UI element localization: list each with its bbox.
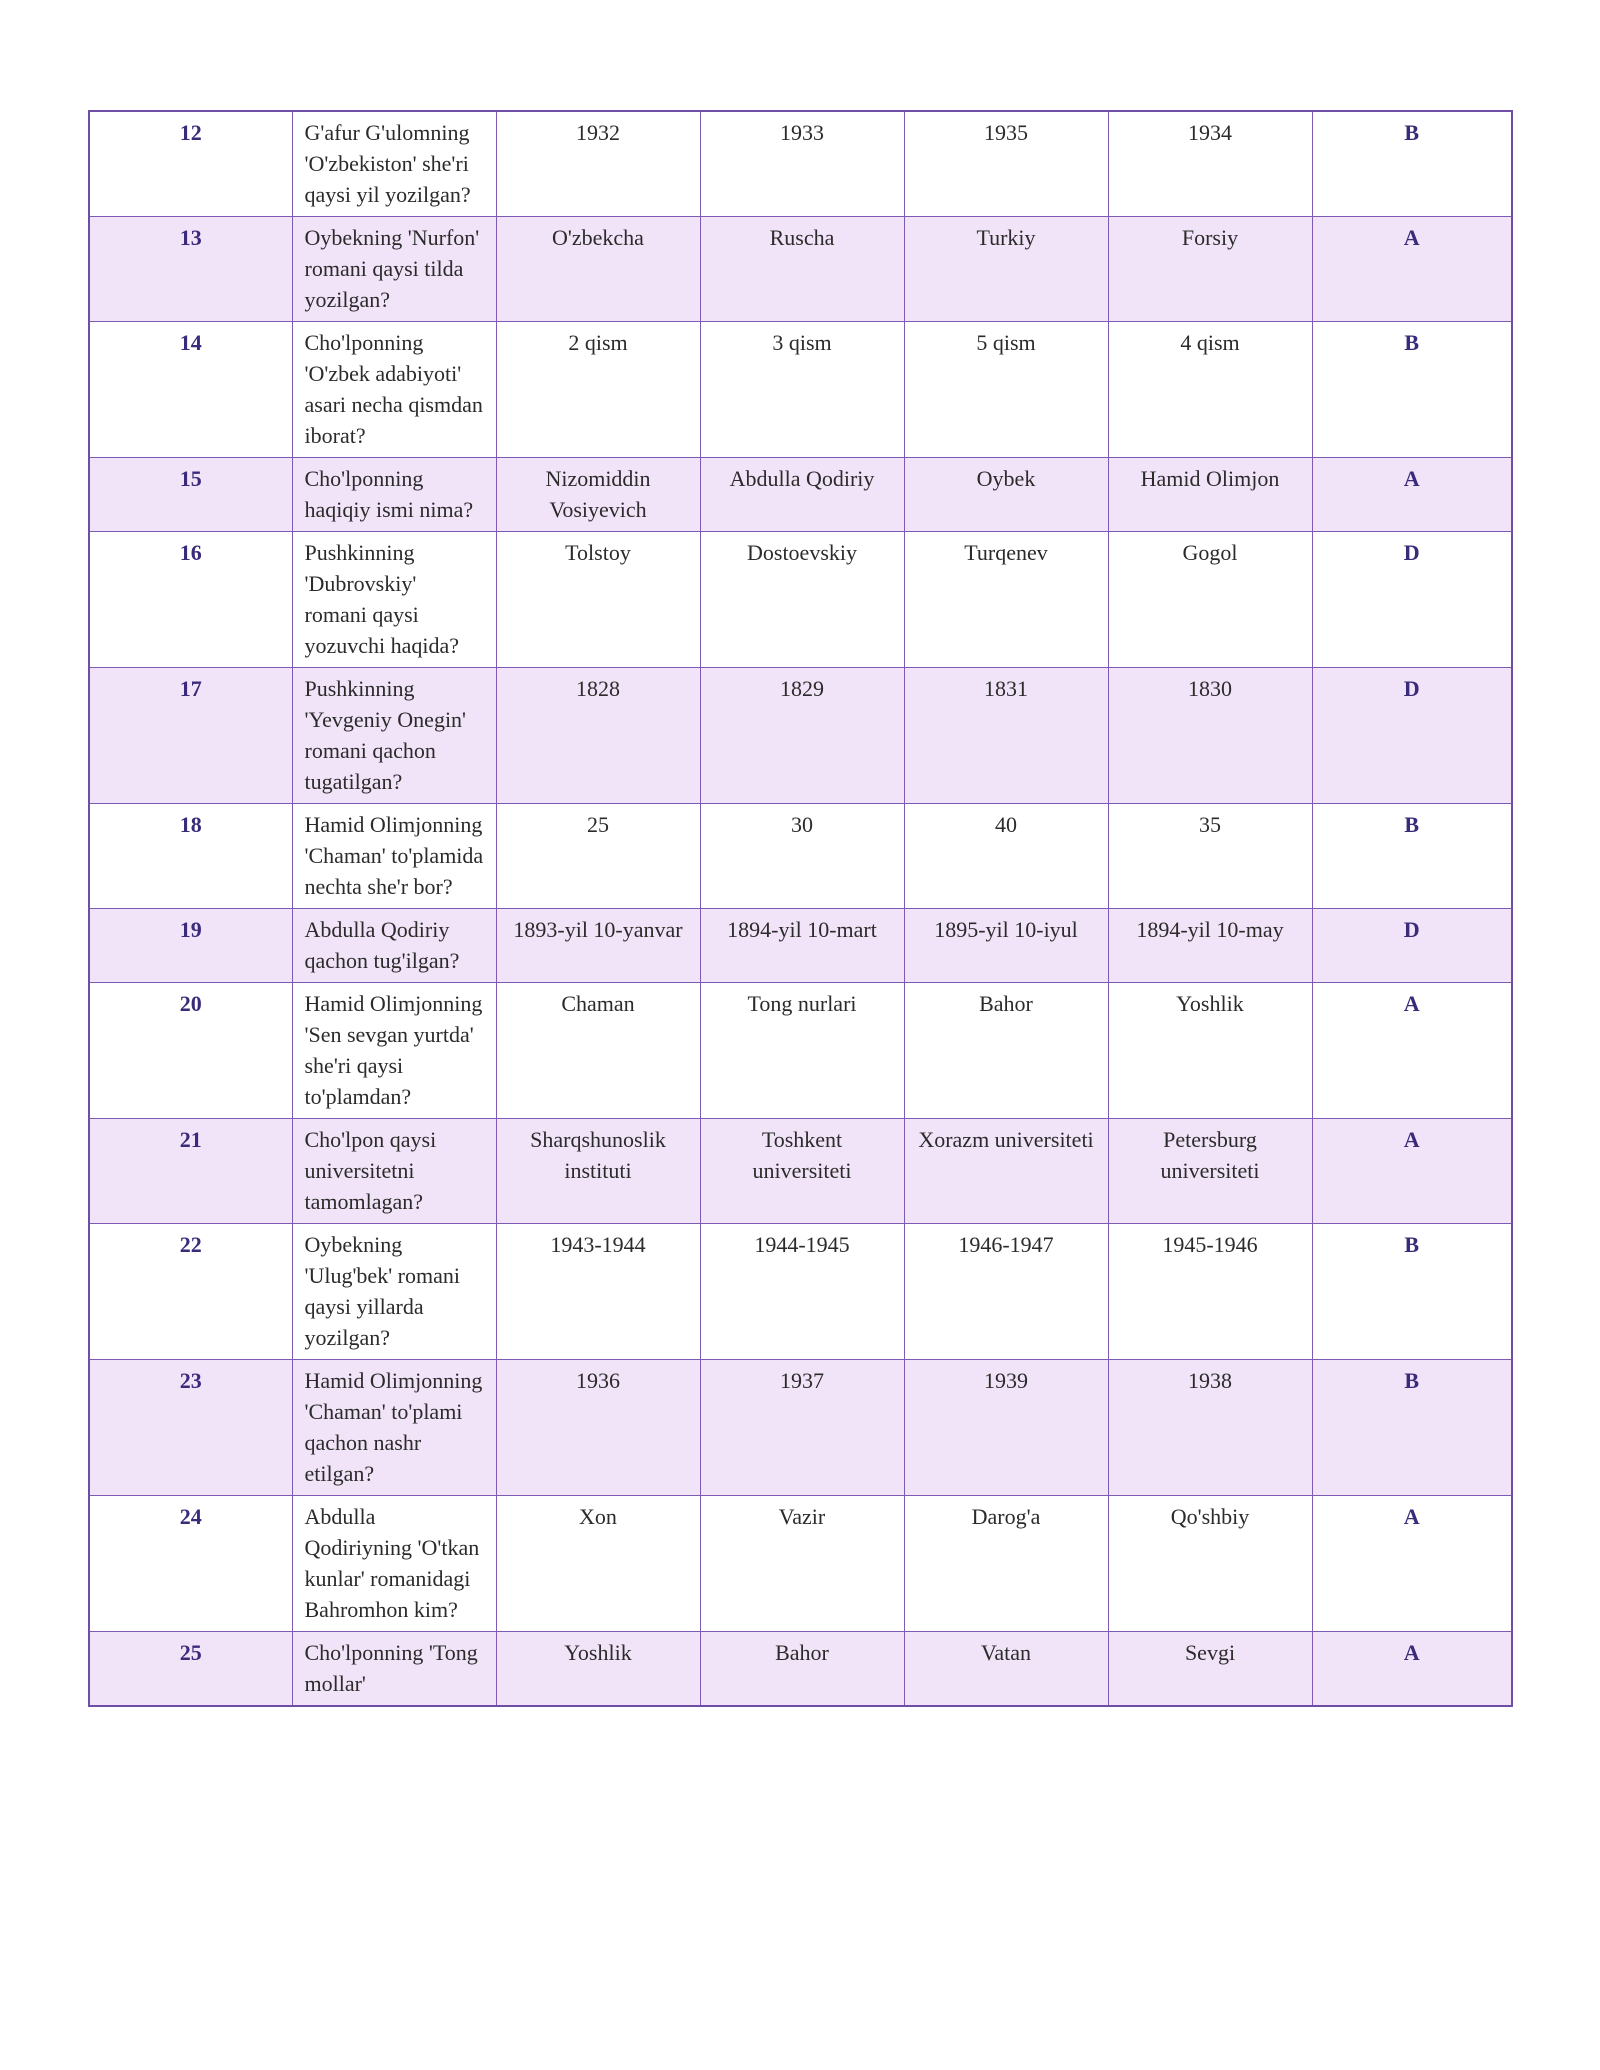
option-d: Qo'shbiy [1108, 1496, 1312, 1632]
option-d: 1934 [1108, 111, 1312, 217]
correct-answer: A [1312, 1119, 1512, 1224]
option-c: Vatan [904, 1632, 1108, 1707]
option-a: Yoshlik [496, 1632, 700, 1707]
option-c: 40 [904, 804, 1108, 909]
option-c: Bahor [904, 983, 1108, 1119]
option-d: Hamid Olimjon [1108, 458, 1312, 532]
table-row [89, 217, 1512, 322]
option-d: 35 [1108, 804, 1312, 909]
option-b: Vazir [700, 1496, 904, 1632]
option-b: 30 [700, 804, 904, 909]
option-c: Oybek [904, 458, 1108, 532]
correct-answer: B [1312, 1224, 1512, 1360]
question-number: 20 [89, 983, 292, 1119]
option-c: 1831 [904, 668, 1108, 804]
option-c: 5 qism [904, 322, 1108, 458]
document-page [88, 110, 1511, 1707]
option-c: 1946-1947 [904, 1224, 1108, 1360]
option-c: 1939 [904, 1360, 1108, 1496]
question-number: 24 [89, 1496, 292, 1632]
option-c: 1935 [904, 111, 1108, 217]
option-a: 1828 [496, 668, 700, 804]
question-text: Abdulla Qodiriyning 'O'tkan kunlar' romanidagi Bahromhon kim? [292, 1496, 496, 1632]
question-number: 21 [89, 1119, 292, 1224]
option-a: Chaman [496, 983, 700, 1119]
option-c: Darog'a [904, 1496, 1108, 1632]
table-row [89, 111, 1512, 217]
option-c: Turkiy [904, 217, 1108, 322]
question-text: Cho'lponning 'O'zbek adabiyoti' asari necha qismdan iborat? [292, 322, 496, 458]
option-d: 1830 [1108, 668, 1312, 804]
question-text: G'afur G'ulomning 'O'zbekiston' she'ri qaysi yil yozilgan? [292, 111, 496, 217]
option-d: 1894-yil 10-may [1108, 909, 1312, 983]
question-number: 19 [89, 909, 292, 983]
table-row [89, 1496, 1512, 1632]
table-row [89, 458, 1512, 532]
table-row [89, 1360, 1512, 1496]
option-b: 1937 [700, 1360, 904, 1496]
option-b: 1829 [700, 668, 904, 804]
option-b: 1894-yil 10-mart [700, 909, 904, 983]
correct-answer: B [1312, 111, 1512, 217]
option-d: 1938 [1108, 1360, 1312, 1496]
question-number: 17 [89, 668, 292, 804]
option-a: 1936 [496, 1360, 700, 1496]
option-b: Abdulla Qodiriy [700, 458, 904, 532]
correct-answer: A [1312, 983, 1512, 1119]
correct-answer: D [1312, 532, 1512, 668]
option-a: 25 [496, 804, 700, 909]
option-b: Ruscha [700, 217, 904, 322]
table-row [89, 1632, 1512, 1707]
option-d: Sevgi [1108, 1632, 1312, 1707]
option-a: Nizomiddin Vosiyevich [496, 458, 700, 532]
question-text: Hamid Olimjonning 'Chaman' to'plami qachon nashr etilgan? [292, 1360, 496, 1496]
table-row [89, 1224, 1512, 1360]
correct-answer: D [1312, 909, 1512, 983]
question-text: Oybekning 'Ulug'bek' romani qaysi yillarda yozilgan? [292, 1224, 496, 1360]
table-row [89, 668, 1512, 804]
correct-answer: B [1312, 322, 1512, 458]
option-a: 1893-yil 10-yanvar [496, 909, 700, 983]
question-text: Cho'lponning haqiqiy ismi nima? [292, 458, 496, 532]
correct-answer: A [1312, 1632, 1512, 1707]
option-d: 4 qism [1108, 322, 1312, 458]
table-row [89, 1119, 1512, 1224]
table-row [89, 532, 1512, 668]
correct-answer: A [1312, 1496, 1512, 1632]
option-b: 3 qism [700, 322, 904, 458]
option-a: 1932 [496, 111, 700, 217]
option-b: Dostoevskiy [700, 532, 904, 668]
question-text: Hamid Olimjonning 'Chaman' to'plamida nechta she'r bor? [292, 804, 496, 909]
option-a: Sharqshunoslik instituti [496, 1119, 700, 1224]
question-number: 13 [89, 217, 292, 322]
option-c: Turqenev [904, 532, 1108, 668]
question-text: Cho'lpon qaysi universitetni tamomlagan? [292, 1119, 496, 1224]
question-text: Pushkinning 'Dubrovskiy' romani qaysi yozuvchi haqida? [292, 532, 496, 668]
option-a: 2 qism [496, 322, 700, 458]
option-d: 1945-1946 [1108, 1224, 1312, 1360]
question-number: 16 [89, 532, 292, 668]
question-number: 25 [89, 1632, 292, 1707]
quiz-table [88, 110, 1513, 1707]
option-a: Tolstoy [496, 532, 700, 668]
table-row [89, 909, 1512, 983]
option-b: Toshkent universiteti [700, 1119, 904, 1224]
option-b: 1944-1945 [700, 1224, 904, 1360]
question-text: Pushkinning 'Yevgeniy Onegin' romani qachon tugatilgan? [292, 668, 496, 804]
option-c: Xorazm universiteti [904, 1119, 1108, 1224]
table-row [89, 983, 1512, 1119]
table-row [89, 322, 1512, 458]
question-text: Hamid Olimjonning 'Sen sevgan yurtda' she'ri qaysi to'plamdan? [292, 983, 496, 1119]
option-b: 1933 [700, 111, 904, 217]
question-number: 14 [89, 322, 292, 458]
correct-answer: B [1312, 1360, 1512, 1496]
correct-answer: A [1312, 217, 1512, 322]
option-c: 1895-yil 10-iyul [904, 909, 1108, 983]
correct-answer: A [1312, 458, 1512, 532]
option-a: Xon [496, 1496, 700, 1632]
option-d: Petersburg universiteti [1108, 1119, 1312, 1224]
question-text: Abdulla Qodiriy qachon tug'ilgan? [292, 909, 496, 983]
correct-answer: B [1312, 804, 1512, 909]
question-number: 15 [89, 458, 292, 532]
correct-answer: D [1312, 668, 1512, 804]
option-b: Bahor [700, 1632, 904, 1707]
option-b: Tong nurlari [700, 983, 904, 1119]
question-number: 12 [89, 111, 292, 217]
option-d: Yoshlik [1108, 983, 1312, 1119]
table-row [89, 804, 1512, 909]
question-number: 22 [89, 1224, 292, 1360]
option-a: 1943-1944 [496, 1224, 700, 1360]
question-text: Cho'lponning 'Tong mollar' [292, 1632, 496, 1707]
question-number: 18 [89, 804, 292, 909]
question-text: Oybekning 'Nurfon' romani qaysi tilda yozilgan? [292, 217, 496, 322]
quiz-table-body [89, 111, 1512, 1706]
option-a: O'zbekcha [496, 217, 700, 322]
option-d: Forsiy [1108, 217, 1312, 322]
question-number: 23 [89, 1360, 292, 1496]
option-d: Gogol [1108, 532, 1312, 668]
